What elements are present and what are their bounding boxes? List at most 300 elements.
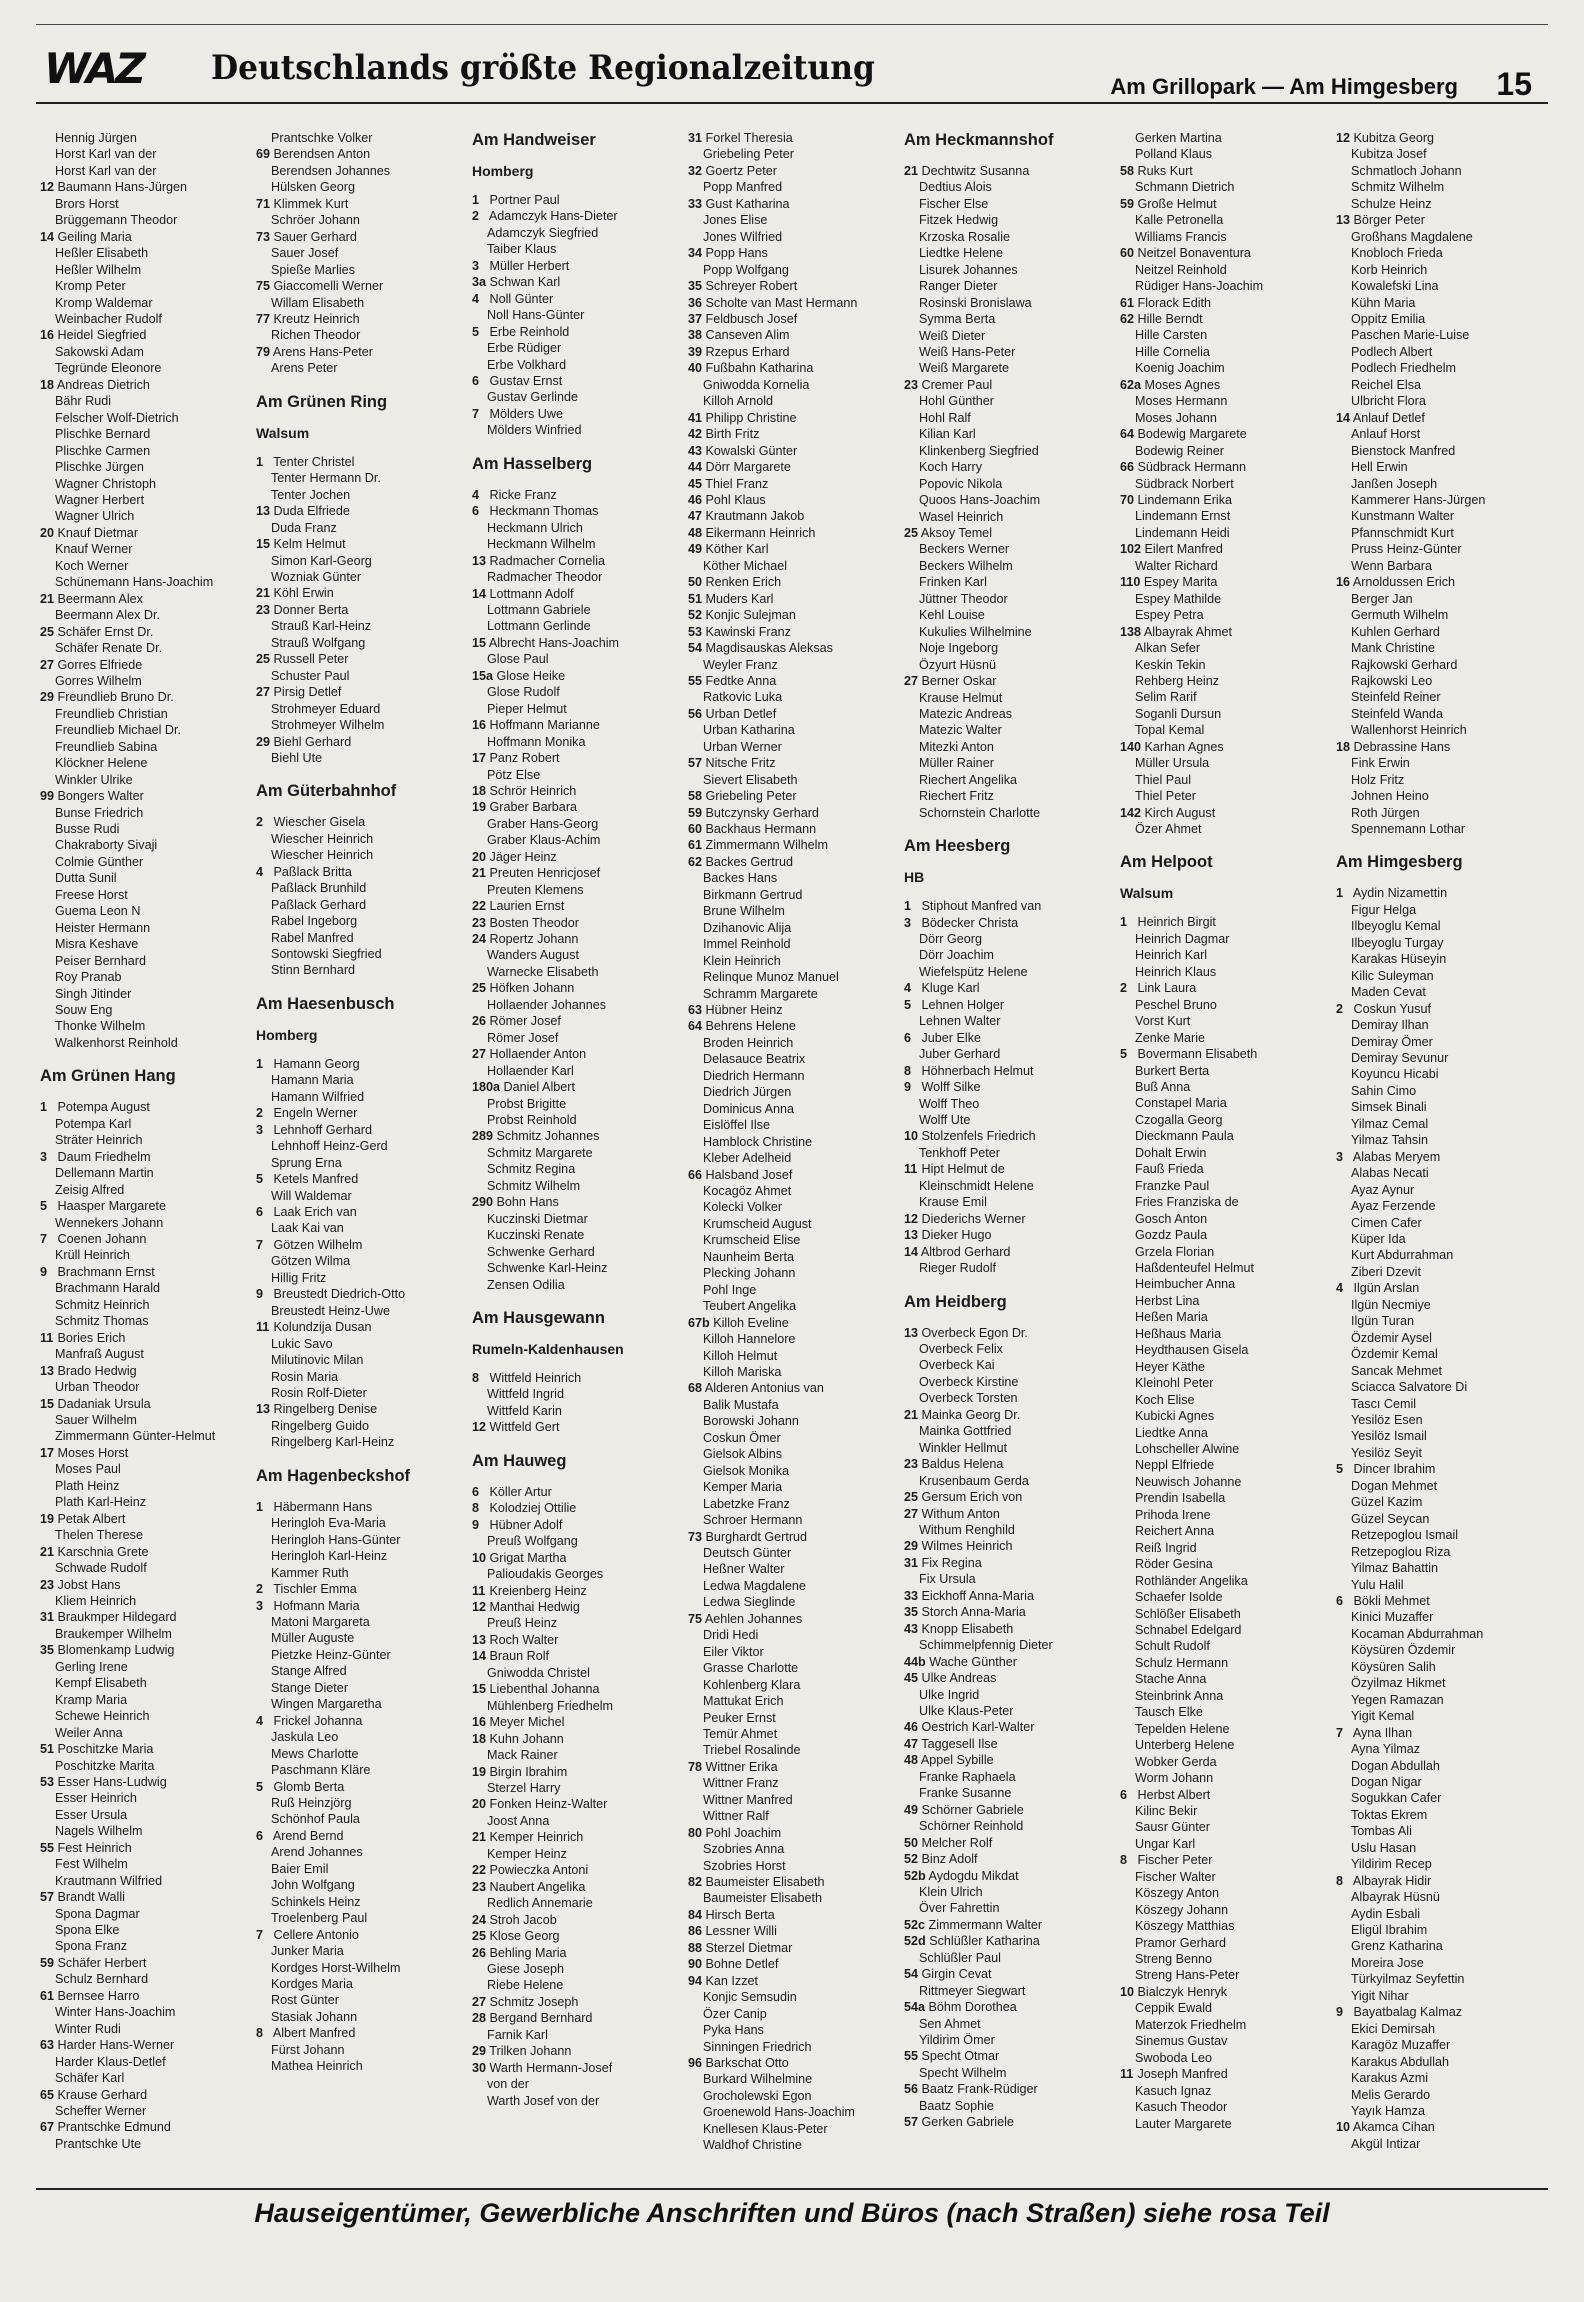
resident-name: Hamblock Christine	[703, 1134, 813, 1149]
resident-name: Knopp Elisabeth	[921, 1621, 1014, 1636]
resident-name: Anlauf Detlef	[1352, 410, 1425, 425]
resident-name: Bähr Rudi	[55, 394, 112, 409]
directory-entry	[1336, 624, 1552, 640]
house-number: 66	[688, 1167, 703, 1182]
resident-name: Plischke Jürgen	[55, 460, 144, 475]
resident-name: Dörr Margarete	[705, 460, 791, 475]
resident-name: Donner Berta	[273, 602, 349, 617]
directory-entry	[1120, 1819, 1336, 1835]
directory-entry	[472, 668, 688, 684]
resident-name: Ilbeyoglu Kemal	[1351, 919, 1441, 934]
directory-entry	[40, 2004, 256, 2020]
directory-entry	[1336, 1428, 1552, 1444]
directory-entry	[1120, 262, 1336, 278]
directory-entry	[40, 1774, 256, 1790]
house-number: 5	[1336, 1462, 1344, 1477]
resident-name: Freundlieb Michael Dr.	[55, 723, 181, 738]
resident-name: Selim Rarif	[1135, 690, 1197, 705]
directory-entry	[1336, 1050, 1552, 1066]
house-number: 52	[904, 1852, 919, 1867]
house-number: 21	[904, 1407, 919, 1422]
resident-name: Duda Franz	[271, 520, 337, 535]
resident-name: Kemper Maria	[703, 1480, 783, 1495]
directory-entry	[1336, 1280, 1552, 1296]
directory-entry	[40, 953, 256, 969]
resident-name: Fonken Heinz-Walter	[489, 1797, 608, 1812]
house-number: 21	[40, 591, 55, 606]
directory-entry	[904, 328, 1120, 344]
resident-name: Holz Fritz	[1351, 772, 1405, 787]
house-number: 6	[472, 373, 480, 388]
house-number: 9	[256, 1287, 264, 1302]
resident-name: Demiray Sevunur	[1351, 1051, 1449, 1066]
directory-entry	[1336, 722, 1552, 738]
resident-name: Giese Joseph	[487, 1961, 565, 1976]
resident-name: Gerken Gabriele	[921, 2115, 1014, 2130]
resident-name: Milutinovic Milan	[271, 1353, 364, 1368]
house-number: 9	[40, 1264, 48, 1279]
resident-name: Köther Michael	[703, 558, 787, 573]
directory-entry	[1336, 1922, 1552, 1938]
directory-entry	[256, 1713, 472, 1729]
resident-name: Köller Artur	[489, 1484, 552, 1499]
directory-entry	[688, 262, 904, 278]
house-number: 24	[472, 1912, 487, 1927]
directory-entry	[1336, 311, 1552, 327]
resident-name: Teubert Angelika	[703, 1299, 797, 1314]
resident-name: Kleinschmidt Helene	[919, 1178, 1034, 1193]
resident-name: Kammer Ruth	[271, 1565, 349, 1580]
house-number: 14	[1336, 410, 1351, 425]
resident-name: Steinfeld Wanda	[1351, 706, 1443, 721]
resident-name: Bohne Detlef	[705, 1957, 779, 1972]
directory-entry	[256, 1779, 472, 1795]
resident-name: Kukulies Wilhelmine	[919, 624, 1032, 639]
directory-entry	[256, 1105, 472, 1121]
directory-entry	[1120, 1013, 1336, 1029]
directory-entry	[1336, 1988, 1552, 2004]
directory-entry	[1120, 311, 1336, 327]
house-number: 46	[904, 1720, 919, 1735]
resident-name: Fedtke Anna	[705, 673, 777, 688]
directory-entry	[40, 887, 256, 903]
resident-name: Sauer Wilhelm	[55, 1412, 137, 1427]
directory-entry	[1336, 327, 1552, 343]
directory-entry	[904, 1194, 1120, 1210]
directory-entry	[904, 1145, 1120, 1161]
resident-name: Birkmann Gertrud	[703, 887, 803, 902]
directory-entry	[688, 2088, 904, 2104]
directory-entry	[1336, 360, 1552, 376]
resident-name: von der	[487, 2077, 530, 2092]
directory-entry	[256, 1237, 472, 1253]
resident-name: Diedrich Hermann	[703, 1068, 805, 1083]
directory-entry	[688, 1874, 904, 1890]
resident-name: Weinbacher Rudolf	[55, 311, 162, 326]
directory-entry	[256, 1434, 472, 1450]
resident-name: Schmitz Johannes	[496, 1129, 600, 1144]
directory-entry	[1120, 410, 1336, 426]
resident-name: Hofmann Maria	[273, 1598, 360, 1613]
directory-entry	[1336, 1346, 1552, 1362]
resident-name: Renken Erich	[705, 575, 782, 590]
directory-entry	[1336, 1938, 1552, 1954]
directory-entry	[40, 1708, 256, 1724]
house-number: 47	[904, 1736, 919, 1751]
house-number: 15a	[472, 668, 494, 683]
resident-name: Adamczyk Siegfried	[487, 225, 599, 240]
resident-name: Ayaz Aynur	[1351, 1182, 1415, 1197]
resident-name: Yayık Hamza	[1351, 2104, 1425, 2119]
resident-name: Sakowski Adam	[55, 344, 144, 359]
resident-name: Knobloch Frieda	[1351, 246, 1443, 261]
resident-name: Wallenhorst Heinrich	[1351, 723, 1467, 738]
resident-name: Laak Kai van	[271, 1221, 344, 1236]
street-heading: Am Handweiser	[472, 131, 596, 149]
resident-name: Probst Reinhold	[487, 1113, 577, 1128]
directory-entry	[904, 1390, 1120, 1406]
resident-name: Müller Auguste	[271, 1631, 355, 1646]
directory-entry	[40, 772, 256, 788]
directory-entry	[688, 1051, 904, 1067]
directory-entry	[688, 1331, 904, 1347]
directory-entry	[256, 1894, 472, 1910]
resident-name: Albert Manfred	[272, 2026, 356, 2041]
directory-entry	[1336, 1889, 1552, 1905]
resident-name: Tenter Hermann Dr.	[271, 471, 381, 486]
resident-name: Gozdz Paula	[1135, 1228, 1208, 1243]
directory-entry	[472, 1533, 688, 1549]
resident-name: Riebe Helene	[487, 1978, 564, 1993]
house-number: 11	[40, 1330, 54, 1345]
directory-entry	[688, 1627, 904, 1643]
resident-name: Jones Wilfried	[703, 229, 783, 244]
resident-name: Paßlack Brunhild	[271, 881, 367, 896]
resident-name: Paschen Marie-Luise	[1351, 328, 1470, 343]
resident-name: Neitzel Reinhold	[1135, 262, 1227, 277]
directory-entry	[688, 969, 904, 985]
directory-entry	[1336, 229, 1552, 245]
directory-entry	[1336, 262, 1552, 278]
resident-name: Preuten Klemens	[487, 882, 584, 897]
resident-name: Florack Edith	[1137, 295, 1212, 310]
resident-name: Materzok Friedhelm	[1135, 2017, 1247, 2032]
directory-entry	[1336, 1758, 1552, 1774]
house-number: 22	[472, 1863, 487, 1878]
resident-name: Ratkovic Luka	[703, 690, 783, 705]
resident-name: Krause Emil	[919, 1195, 987, 1210]
resident-name: Ringelberg Guido	[271, 1418, 370, 1433]
directory-entry	[40, 837, 256, 853]
resident-name: Kordges Horst-Wilhelm	[271, 1960, 401, 1975]
resident-name: Südbrack Hermann	[1137, 460, 1247, 475]
resident-name: Dedtius Alois	[919, 180, 992, 195]
directory-entry	[1336, 558, 1552, 574]
directory-entry	[472, 602, 688, 618]
directory-entry	[40, 146, 256, 162]
directory-entry	[1336, 1379, 1552, 1395]
directory-entry	[472, 1731, 688, 1747]
resident-name: Kuhlen Gerhard	[1351, 624, 1440, 639]
house-number: 19	[472, 800, 487, 815]
resident-name: Zenke Marie	[1135, 1030, 1205, 1045]
resident-name: Wenn Barbara	[1351, 558, 1432, 573]
resident-name: Yesilöz Esen	[1351, 1412, 1423, 1427]
resident-name: Anlauf Horst	[1351, 427, 1421, 442]
house-number: 6	[1336, 1593, 1344, 1608]
directory-entry	[904, 624, 1120, 640]
directory-entry	[256, 360, 472, 376]
resident-name: Wasel Heinrich	[919, 509, 1004, 524]
resident-name: Noll Günter	[489, 291, 554, 306]
directory-entry	[40, 1544, 256, 1560]
resident-name: Schäfer Herbert	[57, 1955, 147, 1970]
house-number: 77	[256, 311, 271, 326]
house-number: 73	[256, 229, 271, 244]
resident-name: Konjic Sulejman	[705, 608, 796, 623]
directory-entry	[1120, 1556, 1336, 1572]
directory-entry	[40, 2037, 256, 2053]
directory-entry	[1336, 1165, 1552, 1181]
house-number: 29	[256, 734, 271, 749]
directory-entry	[40, 262, 256, 278]
directory-entry	[688, 1199, 904, 1215]
resident-name: Lindemann Heidi	[1135, 525, 1230, 540]
directory-entry	[40, 624, 256, 640]
resident-name: Weyler Franz	[703, 657, 778, 672]
resident-name: Müller Herbert	[489, 258, 570, 273]
directory-entry	[1336, 1330, 1552, 1346]
resident-name: Hipt Helmut de	[921, 1162, 1005, 1177]
resident-name: Coenen Johann	[57, 1232, 147, 1246]
resident-name: Schulze Heinz	[1351, 196, 1432, 211]
directory-entry	[472, 324, 688, 340]
directory-entry	[1120, 2017, 1336, 2033]
resident-name: Aehlen Johannes	[704, 1611, 803, 1626]
house-number: 2	[1336, 1001, 1344, 1016]
directory-entry	[40, 393, 256, 409]
directory-entry	[472, 225, 688, 241]
resident-name: Stange Dieter	[271, 1680, 349, 1695]
directory-entry	[904, 607, 1120, 623]
directory-entry	[688, 673, 904, 689]
house-number: 55	[688, 673, 703, 688]
directory-entry	[1336, 1396, 1552, 1412]
directory-entry	[904, 393, 1120, 409]
directory-entry	[688, 1397, 904, 1413]
resident-name: Sauer Gerhard	[273, 229, 357, 244]
directory-entry	[688, 2006, 904, 2022]
directory-entry	[472, 2043, 688, 2059]
resident-name: Krzoska Rosalie	[919, 229, 1010, 244]
house-number: 21	[472, 1830, 487, 1845]
resident-name: Kilian Karl	[919, 427, 976, 442]
resident-name: Schewe Heinrich	[55, 1709, 150, 1724]
resident-name: Duda Elfriede	[273, 504, 350, 519]
resident-name: Kocaman Abdurrahman	[1351, 1626, 1484, 1641]
directory-entry	[1336, 1116, 1552, 1132]
directory-entry	[256, 1122, 472, 1138]
resident-name: Alderen Antonius van	[704, 1381, 824, 1396]
directory-entry	[256, 520, 472, 536]
resident-name: Heßhaus Maria	[1135, 1326, 1222, 1341]
resident-name: Espey Mathilde	[1135, 591, 1222, 606]
resident-name: Bialczyk Henryk	[1137, 1984, 1228, 1999]
directory-entry	[1120, 541, 1336, 557]
directory-entry	[1336, 2021, 1552, 2037]
directory-entry	[688, 459, 904, 475]
directory-entry	[688, 1677, 904, 1693]
resident-name: Quoos Hans-Joachim	[919, 493, 1041, 508]
directory-entry	[472, 2027, 688, 2043]
resident-name: Albayrak Hüsnü	[1351, 1890, 1440, 1905]
resident-name: Erbe Reinhold	[489, 324, 570, 339]
directory-entry	[256, 701, 472, 717]
resident-name: Brachmann Ernst	[57, 1264, 155, 1279]
directory-entry	[1120, 245, 1336, 261]
resident-name: Spona Elke	[55, 1923, 120, 1938]
directory-entry	[40, 1906, 256, 1922]
resident-name: Poschitzke Maria	[57, 1742, 154, 1757]
directory-entry	[1120, 1638, 1336, 1654]
resident-name: Klöckner Helene	[55, 756, 148, 771]
house-number: 1	[904, 899, 912, 914]
top-rule	[36, 24, 1548, 25]
resident-name: Horst Karl van der	[55, 147, 157, 162]
directory-entry	[256, 344, 472, 360]
directory-entry	[256, 1204, 472, 1220]
resident-name: Hollaender Anton	[489, 1047, 587, 1062]
directory-entry	[904, 772, 1120, 788]
resident-name: Taiber Klaus	[487, 242, 557, 257]
directory-entry	[40, 1790, 256, 1806]
directory-entry	[256, 864, 472, 880]
resident-name: Riechert Fritz	[919, 789, 994, 804]
directory-entry	[1120, 1606, 1336, 1622]
directory-entry	[688, 722, 904, 738]
district-label: HB	[904, 869, 925, 886]
directory-entry	[1120, 788, 1336, 804]
resident-name: Akgül Intizar	[1351, 2136, 1421, 2151]
directory-entry	[1120, 426, 1336, 442]
house-number: 6	[256, 1828, 264, 1843]
directory-entry	[688, 525, 904, 541]
resident-name: Wagner Christoph	[55, 476, 157, 491]
resident-name: Streng Benno	[1135, 1952, 1213, 1967]
house-number: 19	[40, 1511, 55, 1526]
directory-entry	[688, 1825, 904, 1841]
house-number: 33	[688, 196, 703, 211]
resident-name: Kehl Louise	[919, 608, 985, 623]
directory-entry	[1120, 1951, 1336, 1967]
resident-name: Plecking Johann	[703, 1266, 796, 1281]
directory-entry	[40, 1280, 256, 1296]
directory-entry	[472, 208, 688, 224]
directory-entry	[904, 443, 1120, 459]
house-number: 50	[904, 1835, 919, 1850]
directory-entry	[40, 1527, 256, 1543]
resident-name: Freundlieb Christian	[55, 706, 168, 721]
resident-name: Urban Werner	[703, 739, 782, 754]
directory-entry	[256, 1828, 472, 1844]
resident-name: Liedtke Anna	[1135, 1425, 1208, 1440]
directory-entry	[904, 1670, 1120, 1686]
resident-name: Ayaz Ferzende	[1351, 1199, 1436, 1214]
house-number: 8	[472, 1501, 480, 1516]
resident-name: Baumann Hans-Jürgen	[57, 180, 188, 195]
resident-name: Haasper Margarete	[57, 1199, 166, 1214]
directory-entry	[688, 706, 904, 722]
directory-entry	[256, 454, 472, 470]
directory-entry	[904, 1950, 1120, 1966]
directory-entry	[1336, 1215, 1552, 1231]
directory-entry	[40, 1494, 256, 1510]
house-number: 23	[472, 1879, 487, 1894]
directory-entry	[256, 2025, 472, 2041]
directory-entry	[1120, 1507, 1336, 1523]
directory-entry	[40, 459, 256, 475]
resident-name: Kawinski Franz	[705, 624, 791, 639]
directory-entry	[1120, 914, 1336, 930]
directory-entry	[1336, 805, 1552, 821]
directory-entry	[1336, 574, 1552, 590]
directory-entry	[40, 788, 256, 804]
directory-entry	[904, 1802, 1120, 1818]
tagline: Deutschlands größte Regionalzeitung	[211, 48, 875, 88]
house-number: 4	[472, 291, 480, 306]
house-number: 62a	[1120, 377, 1142, 392]
directory-entry	[688, 1117, 904, 1133]
resident-name: Yilmaz Cemal	[1351, 1116, 1429, 1131]
resident-name: Krautmann Jakob	[705, 509, 805, 524]
directory-entry	[1120, 574, 1336, 590]
house-number: 67	[40, 2120, 55, 2135]
directory-entry	[1120, 344, 1336, 360]
district-label: Walsum	[256, 424, 310, 441]
directory-entry	[1336, 344, 1552, 360]
house-number: 33	[904, 1588, 919, 1603]
resident-name: Preuten Henricjosef	[489, 866, 601, 881]
resident-name: Wozniak Günter	[271, 569, 362, 584]
resident-name: Schult Rudolf	[1135, 1639, 1210, 1654]
directory-entry	[1336, 2037, 1552, 2053]
directory-entry	[904, 476, 1120, 492]
resident-name: Lehnhoff Gerhard	[273, 1122, 372, 1137]
resident-name: Weiler Anna	[55, 1725, 123, 1740]
resident-name: Moses Johann	[1135, 410, 1217, 425]
resident-name: Balik Mustafa	[703, 1397, 779, 1412]
column-7	[1336, 130, 1552, 2190]
resident-name: Gielsok Albins	[703, 1447, 783, 1462]
directory-entry	[904, 1407, 1120, 1423]
directory-entry	[472, 947, 688, 963]
directory-entry	[472, 1977, 688, 1993]
directory-entry	[1120, 1984, 1336, 2000]
resident-name: Ulbricht Flora	[1351, 394, 1426, 409]
directory-entry	[40, 1149, 256, 1165]
directory-entry	[688, 1545, 904, 1561]
resident-name: Blomenkamp Ludwig	[57, 1643, 175, 1658]
resident-name: Dadaniak Ursula	[57, 1396, 151, 1411]
resident-name: Scheffer Werner	[55, 2104, 147, 2119]
directory-entry	[1120, 1276, 1336, 1292]
directory-entry	[472, 192, 688, 208]
directory-entry	[688, 1792, 904, 1808]
directory-entry	[472, 1846, 688, 1862]
directory-entry	[904, 509, 1120, 525]
house-number: 13	[256, 1402, 271, 1417]
resident-name: Delasauce Beatrix	[703, 1052, 806, 1067]
